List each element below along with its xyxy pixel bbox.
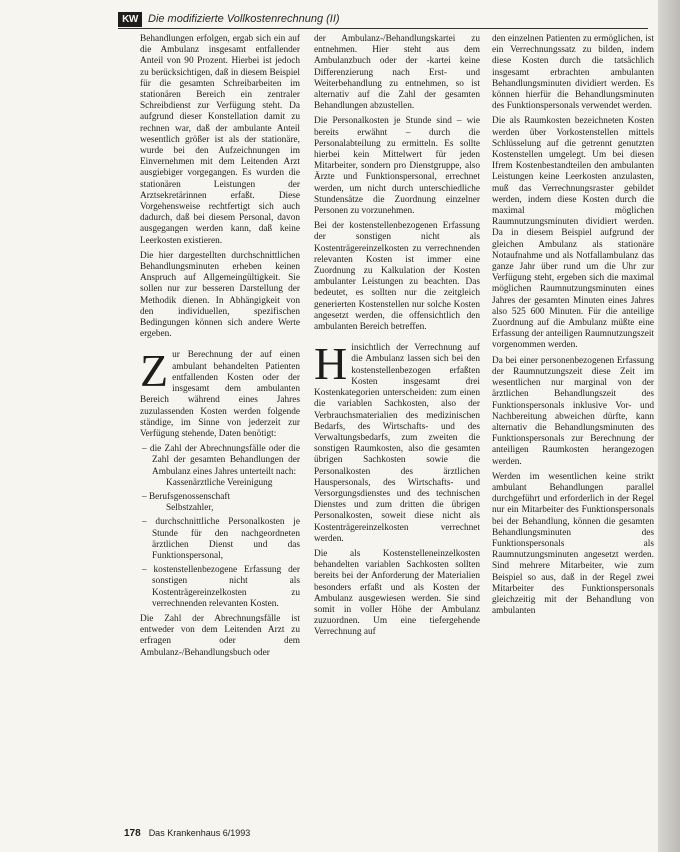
list-subitem: Selbstzahler, [166, 503, 214, 514]
paragraph-text: ur Berechnung der auf einen ambulant behandelten Patienten entfallenden Kosten oder der insgesamt dem ambulanten Bereich während eines Jahres zuzulassenden Kosten werden folgende ständige, im Sinne von jederzeit zur Verfügung stehende, Daten benötigt: [140, 350, 300, 439]
paragraph: Behandlungen erfolgen, ergab sich ein auf die Ambulanz insgesamt entfallender Anteil von 90 Prozent. Hierbei ist jedoch zu berücksichtigen, daß in diesem Beispiel für die gesamten Schreibarbeiten im stationären Bereich ein zentraler Schreibdienst zur Verfügung steht. Da aufgrund dieser Konstellation damit zu rechnen war, daß der ambulante Anteil wesentlich größer ist als der stationäre, wurde bei den Aufzeichnungen im Einvernehmen mit dem Leitenden Arzt ausgiebiger vorgegangen. Es wurden die stationären Leistungen der Arztsekretärinnen erfaßt. Diese Vorgehensweise rechtfertigt sich auch dadurch, daß bei diesem Personal, davon ausgegangen werden kann, daß keine Leerkosten existieren. [140, 34, 300, 246]
requirements-list [140, 444, 300, 610]
page-header [118, 10, 648, 29]
drop-cap: Z [140, 345, 169, 397]
paragraph-text: insichtlich der Verrechnung auf die Ambulanz lassen sich bei den kostenstellenbezogen erfaßten Kosten insgesamt drei Kostenkategorien unterscheiden: zum einen die variablen Sachkosten, also der Verbrauchsmaterialien des medizinischen Bedarfs, des Wirtschafts- und des Verwaltungsbedarfs, zum zweiten die sonstigen Raumkosten, also die gesamten übrigen Sachkosten sowie die Personalkosten des ärztlichen Hauspersonals, des Wirtschafts- und Versorgungsdienstes und des technischen Dienstes und zum dritten die übrigen Personalkosten, soweit diese nicht als Kostenträgereinzelkosten verrechnet werden. [314, 343, 480, 544]
list-subitem: Kassenärztliche Vereinigung [166, 477, 273, 488]
list-item [148, 491, 300, 514]
text-column-3 [492, 34, 654, 621]
paragraph-with-dropcap [140, 345, 300, 440]
journal-reference: Das Krankenhaus 6/1993 [148, 828, 251, 838]
paragraph: Bei der kostenstellenbezogenen Erfassung der sonstigen nicht als Kostenträgereinzelkosten zu verrechnenden relevanten Kosten ist immer eine Zuordnung zu Kalkulation der Kosten ambulanter Leistungen zu beachten. Das bedeutet, es sollten nur die zeitgleich generierten Kostenstellen nur solche Kosten angesetzt werden, die offensichtlich den ambulanten Bereich betreffen. [314, 221, 480, 333]
list-item-text: Berufsgenossenschaft [148, 491, 231, 502]
paragraph: den einzelnen Patienten zu ermöglichen, ist ein Verrechnungssatz zu bilden, indem diese Kosten durch die tatsächlich insgesamt erbrachten ambulanten Behandlungsminuten dividiert werden. Es können hierfür die Behandlungsminuten des Funktionspersonals verwendet werden. [492, 34, 654, 112]
paragraph: Da bei einer personenbezogenen Erfassung der Raumnutzungszeit diese Zeit im wesentlichen nur marginal von der ärztlichen Behandlungszeit des Funktionspersonals inklusive Vor- und Nachbereitung abweichen dürfte, kann alternativ die Behandlungsminuten des Funktionspersonals zur Berechnung der anteiligen Raumkosten herangezogen werden. [492, 355, 654, 467]
text-column-1 [140, 34, 300, 663]
list-item: – kostenstellenbezogene Erfassung der sonstigen nicht als Kostenträgereinzelkosten zu verrechnenden relevanten Kosten. [152, 565, 300, 610]
journal-logo: KW [118, 12, 142, 27]
paragraph: Die Zahl der Abrechnungsfälle ist entweder von dem Leitenden Arzt zu erfragen oder dem Ambulanz-/Behandlungsbuch oder [140, 613, 300, 658]
paragraph: der Ambulanz-/Behandlungskartei zu entnehmen. Hier steht aus dem Ambulanzbuch oder der -kartei keine Differenzierung nach Erst- und Weiterbehandlung zu entnehmen, so ist alternativ auf die Zahl der gesamten Behandlungen abzustellen. [314, 34, 480, 112]
paragraph: Die als Raumkosten bezeichneten Kosten werden über Vorkostenstellen mittels Schlüsselung auf die getrennt genutzten Kostenstellen umgelegt. Um bei diesen Ifrem Kostenbestandteilen den ambulanten Leistungen keine Leerkosten anzulasten, muß das Verrechnungsraster gebildet werden, indem diese Kosten durch die maximal möglichen Raumnutzungsminuten dividiert werden. Da in diesem Beispiel aufgrund der gleichen Ambulanz als stationäre Notaufnahme und als Notfallambulanz das ganze Jahr über rund um die Uhr zur Verfügung steht, ergeben sich die maximal möglichen Raumnutzungsminuten eines Jahres der gesamten Minuten eines Jahres also 525 600 Minuten. Für die anteilige Zuordnung auf die Ambulanz müßte eine Erfassung der anteiligen Raumnutzungszeit vorgenommen werden. [492, 116, 654, 351]
list-item: – durchschnittliche Personalkosten je Stunde für den nachgeordneten ärztlichen Dienst und das Funktionspersonal, [152, 517, 300, 562]
drop-cap: H [314, 338, 348, 390]
page-footer [124, 826, 650, 840]
running-title: Die modifizierte Vollkostenrechnung (II) [148, 13, 340, 25]
text-column-2 [314, 34, 480, 643]
list-item-text: die Zahl der Abrechnungsfälle oder die Zahl der gesamten Behandlungen der Ambulanz eines Jahres unterteilt nach: [149, 444, 300, 477]
paragraph: Die hier dargestellten durchschnittlichen Behandlungsminuten erheben keinen Anspruch auf Allgemeingültigkeit. Sie sollen nur zur besseren Darstellung der Methodik dienen. In Abhängigkeit von den individuellen, spezifischen Bedingungen können sich andere Werte ergeben. [140, 250, 300, 340]
paragraph: Werden im wesentlichen keine strikt ambulant Behandlungen parallel durchgeführt und erforderlich in der Regel nur ein Mitarbeiter des Funktionspersonals bei der Behandlung, können die gesamten Behandlungsminuten des Funktionspersonals als Raumnutzungsminuten angesetzt werden. Sind mehrere Mitarbeiter, wie zum Beispiel so aus, daß in der Regel zwei Mitarbeiter des Funktionspersonals gleichzeitig mit der Behandlung von ambulanten [492, 471, 654, 617]
paragraph: Die als Kostenstelleneinzelkosten behandelten variablen Sachkosten sollten bereits bei der Anforderung der Materialien besonders erfaßt und als Kosten der Ambulanz ausgewiesen werden. Sie sind somit in voller Höhe der Ambulanz zuzuordnen. Um eine tiefergehende Verrechnung auf [314, 548, 480, 638]
list-item [149, 444, 300, 489]
page-number: 178 [124, 827, 141, 839]
paragraph-with-dropcap [314, 338, 480, 545]
paragraph: Die Personalkosten je Stunde sind – wie bereits erwähnt – durch die Personalabteilung zu ermitteln. Es sollte hierbei kein Mittelwert für jeden Mitarbeiter, sondern pro Dienstgruppe, also Ärzte und Funktionspersonal, errechnet werden, um nicht durch unterschiedliche Stundensätze die Zuordnung einzelner Personen zu vorzunehmen. [314, 116, 480, 217]
scan-edge-shadow [658, 0, 680, 852]
